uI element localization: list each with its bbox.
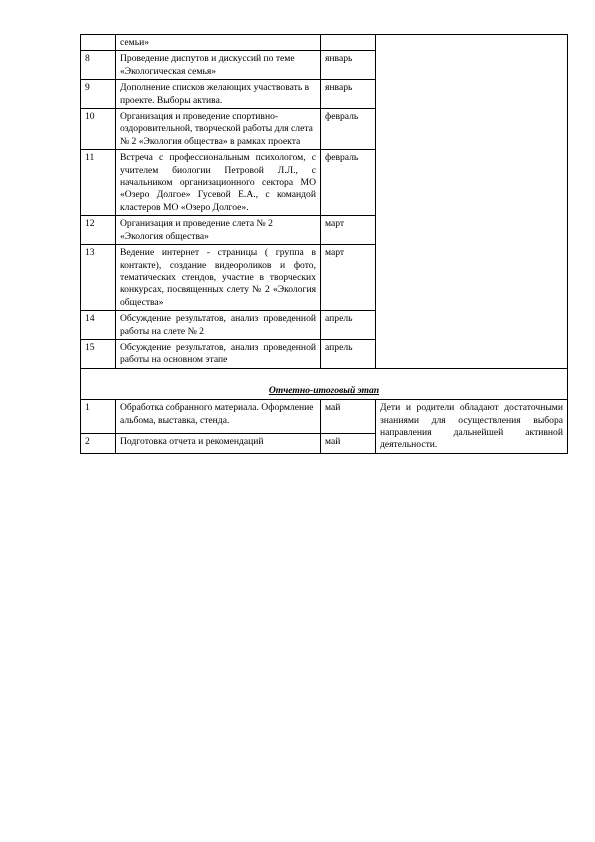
month-cell: январь <box>321 80 376 109</box>
activity-cell: Проведение диспутов и дискуссий по теме «Экологическая семья» <box>116 51 321 80</box>
row-number: 12 <box>81 216 116 245</box>
row-number: 8 <box>81 51 116 80</box>
activity-cell: Организация и проведение слета № 2 «Экология общества» <box>116 216 321 245</box>
month-cell: апрель <box>321 311 376 340</box>
row-number: 14 <box>81 311 116 340</box>
stage-header-cell <box>81 368 568 399</box>
activity-cell: Встреча с профессиональным психологом, с учителем биологии Петровой Л.Л., с начальником организационного сектора МО «Озеро Долгое» Гусевой Е.А., с командой кластеров МО «Озеро Долгое». <box>116 150 321 216</box>
activity-cell: Обработка собранного материала. Оформление альбома, выставка, стенда. <box>116 400 321 434</box>
month-cell: март <box>321 245 376 311</box>
row-number: 10 <box>81 109 116 150</box>
row-number: 15 <box>81 339 116 368</box>
activity-cell: Дополнение списков желающих участвовать в проекте. Выборы актива. <box>116 80 321 109</box>
activity-cell: Обсуждение результатов, анализ проведенной работы на слете № 2 <box>116 311 321 340</box>
month-cell <box>321 35 376 51</box>
row-number: 2 <box>81 434 116 453</box>
month-cell: февраль <box>321 109 376 150</box>
month-cell: апрель <box>321 339 376 368</box>
row-number: 9 <box>81 80 116 109</box>
month-cell: май <box>321 400 376 434</box>
month-cell: февраль <box>321 150 376 216</box>
row-number: 1 <box>81 400 116 434</box>
stage-title: Отчетно-итоговый этап <box>268 384 380 396</box>
stage-header-row <box>81 368 568 399</box>
activity-cell: Подготовка отчета и рекомендаций <box>116 434 321 453</box>
month-cell: январь <box>321 51 376 80</box>
month-cell: март <box>321 216 376 245</box>
activity-cell: Ведение интернет - страницы ( группа в контакте), создание видеороликов и фото, тематических стендов, участие в творческих конкурсах, посвященных слету № 2 «Экология общества» <box>116 245 321 311</box>
activity-cell: семьи» <box>116 35 321 51</box>
row-number: 11 <box>81 150 116 216</box>
row-number <box>81 35 116 51</box>
activity-plan-table <box>80 34 568 454</box>
activity-cell: Обсуждение результатов, анализ проведенной работы на основном этапе <box>116 339 321 368</box>
row-number: 13 <box>81 245 116 311</box>
table-row <box>81 35 568 51</box>
result-cell-empty <box>376 35 568 369</box>
result-cell: Дети и родители обладают достаточными знаниями для осуществления выбора направления дальнейшей активной деятельности. <box>376 400 568 454</box>
activity-cell: Организация и проведение спортивно-оздоровительной, творческой работы для слета № 2 «Экология общества» в рамках проекта <box>116 109 321 150</box>
table-row <box>81 400 568 434</box>
month-cell: май <box>321 434 376 453</box>
